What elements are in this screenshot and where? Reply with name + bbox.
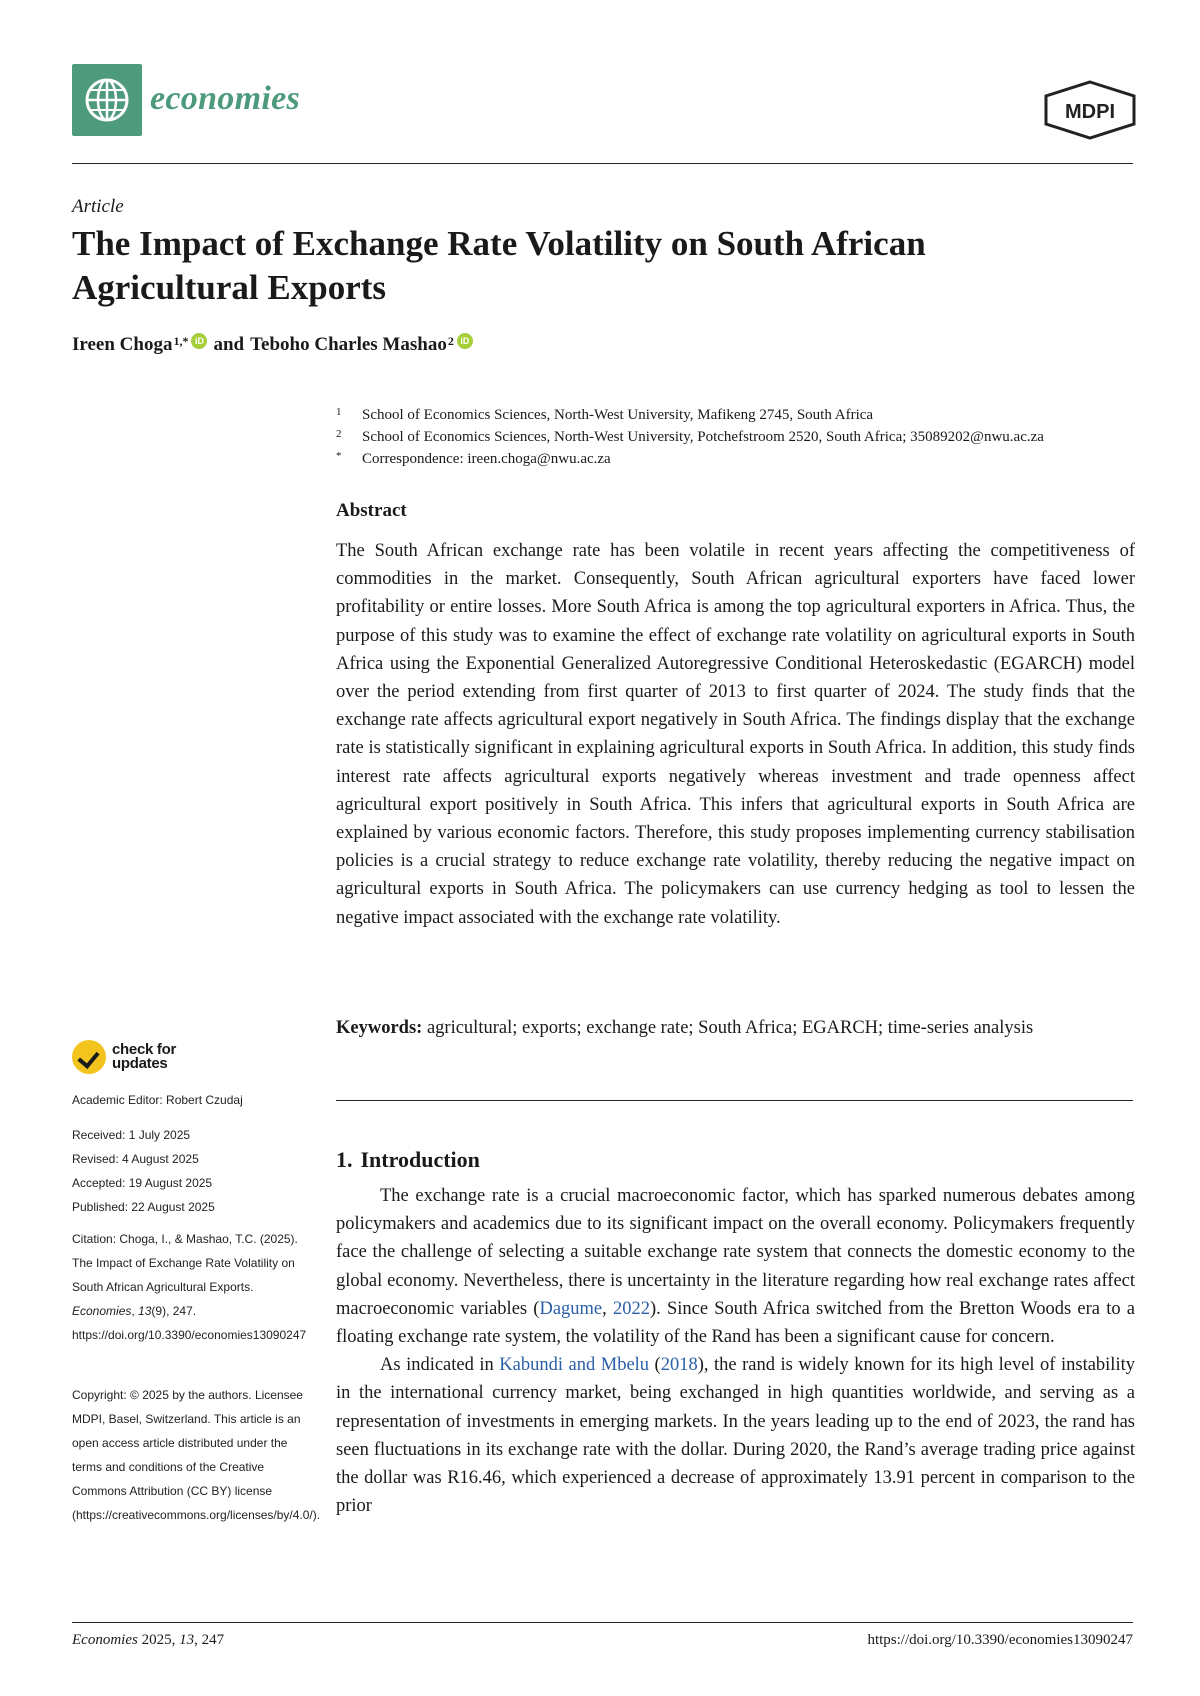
author-list (72, 334, 479, 356)
affiliation-mark: * (336, 450, 342, 462)
citation-text: , (131, 1304, 139, 1318)
keywords-text: agricultural; exports; exchange rate; South Africa; EGARCH; time-series analysis (426, 1018, 1034, 1038)
abstract-text: The South African exchange rate has been volatile in recent years affecting the competitiveness of commodities in the market. Consequently, South African agricultural exporters have faced lower profitability or entire losses. More South Africa is among the top agricultural exporters in Africa. Thus, the purpose of this study was to examine the effect of exchange rate volatility on agricultural exports in South Africa using the Exponential Generalized Autoregressive Conditional Heteroskedastic (EGARCH) model over the period extending from first quarter of 2013 to first quarter of 2024. The study finds that the exchange rate affects agricultural export negatively in South Africa. The findings display that the exchange rate is statistically significant in explaining agricultural exports in South Africa. In addition, this study finds interest rate affects agricultural exports negatively whereas investment and trade openness affect agricultural export positively in South Africa. This infers that agricultural exports in South Africa are explained by various economic factors. Therefore, this study proposes implementing currency stabilisation policies is a crucial strategy to reduce exchange rate volatility, thereby reducing the negative impact on agricultural exports in South Africa. The policymakers can use currency hedging as tool to lessen the negative impact associated with the exchange rate volatility. (336, 541, 1135, 928)
check-for-updates-line-2: updates (112, 1055, 168, 1072)
footer-volume: 13 (179, 1632, 195, 1648)
introduction-body (336, 1182, 1135, 1520)
affiliation-text: School of Economics Sciences, North-West University, Mafikeng 2745, South Africa (362, 407, 874, 423)
check-for-updates-line-1: check for (112, 1041, 176, 1058)
footer-rule (72, 1622, 1133, 1623)
academic-editor: Academic Editor: Robert Czudaj (72, 1093, 243, 1107)
paragraph-text: ( (649, 1355, 661, 1376)
author-name[interactable]: Ireen Choga (72, 334, 173, 355)
keywords-label: Keywords: (336, 1018, 423, 1038)
citation-year-link[interactable]: 2022 (612, 1298, 650, 1319)
copyright-notice: Copyright: © 2025 by the authors. Licensee MDPI, Basel, Switzerland. This article is an open access article distributed under the terms and conditions of the Creative Commons Attribution (CC BY) license (https://creativecommons.org/licenses/by/4.0/). (72, 1388, 321, 1522)
keywords (336, 1014, 1135, 1042)
economies-logo-icon (72, 64, 142, 136)
paragraph-text: The exchange rate is a crucial macroeconomic factor, which has sparked numerous debates among policymakers and academics due to its significant impact on the overall economy. Policymakers frequently face the challenge of selecting a suitable exchange rate system that connects the domestic economy to the global economy. Nevertheless, there is uncertainty in the literature regarding how real exchange rates affect macroeconomic variables ( (336, 1186, 1135, 1319)
orcid-icon[interactable]: iD (457, 333, 473, 349)
author-affil-mark: 1,* (173, 333, 189, 348)
paragraph (336, 1351, 1135, 1520)
footer-doi-link[interactable]: https://doi.org/10.3390/economies13090247 (867, 1632, 1133, 1648)
citation-year-link[interactable]: 2018 (660, 1355, 698, 1376)
footer-page: , 247 (194, 1632, 225, 1648)
paper-title (72, 222, 1072, 310)
correspondence-text[interactable]: Correspondence: ireen.choga@nwu.ac.za (362, 451, 611, 467)
paragraph-text: , (602, 1298, 613, 1319)
section-heading (336, 1147, 480, 1173)
check-for-updates-label (112, 1043, 176, 1071)
paragraph-text: ). Since South Africa switched from the Bretton Woods era to a floating exchange rate system, the volatility of the Rand has been a significant cause for concern. (336, 1298, 1136, 1348)
affiliation-item (336, 448, 1044, 470)
author-name[interactable]: Teboho Charles Mashao (250, 334, 447, 355)
abstract-heading: Abstract (336, 500, 407, 521)
affiliation-mark: 2 (336, 428, 342, 440)
footer-journal-ref (72, 1632, 224, 1649)
publication-dates (72, 1123, 312, 1219)
citation-doi[interactable]: (9), 247. https://doi.org/10.3390/economies13090247 (72, 1304, 307, 1342)
affiliation-item (336, 426, 1044, 448)
footer-journal: Economies (72, 1632, 138, 1648)
accepted-date: Accepted: 19 August 2025 (72, 1176, 213, 1190)
affiliation-text: School of Economics Sciences, North-West University, Potchefstroom 2520, South Africa; 35089202@nwu.ac.za (362, 429, 1044, 445)
paragraph (336, 1182, 1135, 1351)
check-for-updates-button[interactable] (72, 1040, 176, 1074)
citation-journal: Economies (72, 1304, 132, 1318)
author-joiner: and (213, 334, 245, 355)
check-for-updates-icon (72, 1040, 106, 1074)
paragraph-text: ), the rand is widely known for its high level of instability in the international currency market, being exchanged in high quantities worldwide, and serving as a representation of investments in emerging markets. In the years leading up to the end of 2023, the rand has seen fluctuations in its exchange rate with the dollar. During 2020, the Rand’s average trading price against the dollar was R16.46, which experienced a decrease of approximately 13.91 percent in comparison to the prior (336, 1355, 1135, 1517)
header-rule (72, 163, 1133, 164)
orcid-icon[interactable]: iD (191, 333, 207, 349)
published-date: Published: 22 August 2025 (72, 1200, 215, 1214)
citation-link[interactable]: Kabundi and Mbelu (499, 1355, 650, 1376)
keywords-rule (336, 1100, 1133, 1101)
citation-link[interactable]: Dagume (539, 1298, 603, 1319)
affiliation-mark: 1 (336, 406, 342, 418)
mdpi-logo-text: MDPI (1065, 101, 1115, 123)
article-type: Article (72, 196, 124, 217)
journal-name: economies (150, 80, 301, 117)
revised-date: Revised: 4 August 2025 (72, 1152, 199, 1166)
author-affil-mark: 2 (447, 333, 454, 348)
paper-title-line-2: Agricultural Exports (72, 268, 387, 307)
affiliation-item (336, 404, 1044, 426)
paper-title-line-1: The Impact of Exchange Rate Volatility on South African (72, 224, 926, 263)
section-title: Introduction (360, 1147, 480, 1172)
mdpi-logo-icon (1042, 80, 1138, 140)
affiliations (336, 404, 1044, 470)
received-date: Received: 1 July 2025 (72, 1128, 191, 1142)
citation-volume: 13 (138, 1304, 152, 1318)
citation-text: Citation: Choga, I., & Mashao, T.C. (2025). The Impact of Exchange Rate Volatility on South African Agricultural Exports. (72, 1232, 298, 1294)
section-number: 1. (336, 1147, 353, 1172)
paragraph-text: As indicated in (380, 1355, 500, 1376)
footer-year: 2025, (137, 1632, 180, 1648)
citation-block (72, 1227, 312, 1347)
